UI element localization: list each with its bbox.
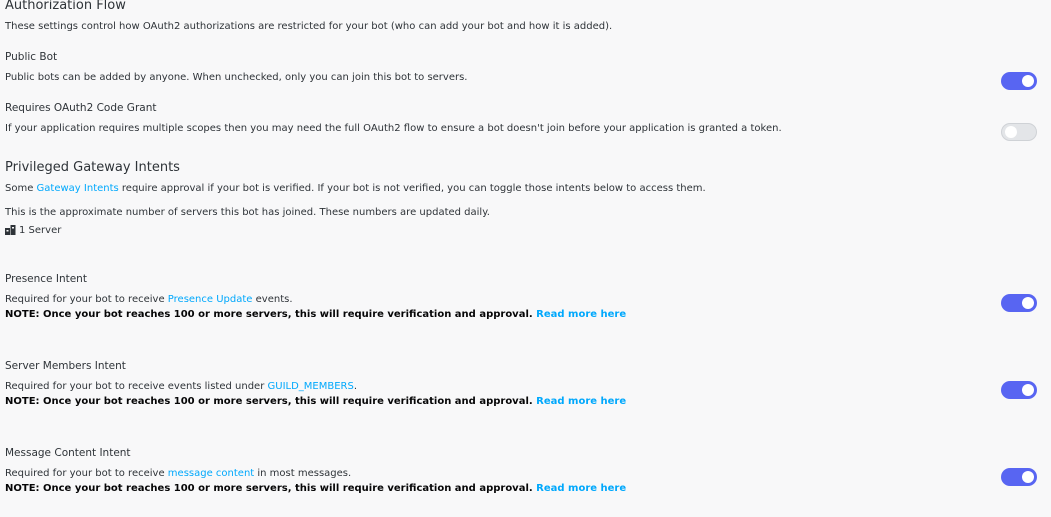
authorization-flow-description: These settings control how OAuth2 authorizations are restricted for your bot (who can add your bot and how it is added). [5,21,613,32]
presence-intent-note [5,309,626,320]
desc-text: Required for your bot to receive events listed under [5,381,268,392]
note-text: NOTE: Once your bot reaches 100 or more servers, this will require verification and approval. [5,309,533,320]
desc-text: require approval if your bot is verified. If your bot is not verified, you can toggle those intents below to access them. [118,183,706,194]
guild-members-link[interactable]: GUILD_MEMBERS [267,381,354,392]
server-count-note: This is the approximate number of servers this bot has joined. These numbers are updated daily. [5,207,490,218]
oauth2-code-grant-description: If your application requires multiple scopes then you may need the full OAuth2 flow to ensure a bot doesn't join before your application is granted a token. [5,123,782,134]
desc-text: events. [252,294,293,305]
toggle-knob [1005,126,1017,138]
toggle-knob [1022,75,1034,87]
presence-intent-toggle[interactable] [1001,294,1037,312]
desc-text: in most messages. [254,468,352,479]
desc-text: Required for your bot to receive [5,294,168,305]
read-more-link[interactable]: Read more here [536,309,627,320]
oauth2-code-grant-toggle[interactable] [1001,123,1037,141]
public-bot-label: Public Bot [5,51,58,63]
note-text: NOTE: Once your bot reaches 100 or more servers, this will require verification and approval. [5,396,533,407]
message-content-intent-toggle[interactable] [1001,468,1037,486]
server-members-intent-description [5,381,357,392]
desc-text: Some [5,183,37,194]
server-members-intent-toggle[interactable] [1001,381,1037,399]
oauth2-code-grant-label: Requires OAuth2 Code Grant [5,102,157,114]
presence-intent-description [5,294,293,305]
server-members-intent-note [5,396,626,407]
toggle-knob [1022,384,1034,396]
desc-text: . [353,381,358,392]
privileged-intents-description [5,183,706,194]
message-content-intent-label: Message Content Intent [5,447,131,459]
read-more-link[interactable]: Read more here [536,396,627,407]
presence-update-link[interactable]: Presence Update [167,294,253,305]
message-content-intent-note [5,483,626,494]
message-content-intent-description [5,468,351,479]
read-more-link[interactable]: Read more here [536,483,627,494]
server-icon [5,225,16,235]
server-count [5,225,61,236]
gateway-intents-link[interactable]: Gateway Intents [36,183,119,194]
privileged-intents-title: Privileged Gateway Intents [5,160,180,175]
public-bot-description: Public bots can be added by anyone. When unchecked, only you can join this bot to servers. [5,72,468,83]
message-content-link[interactable]: message content [167,468,255,479]
toggle-knob [1022,297,1034,309]
server-count-text: 1 Server [19,225,62,236]
presence-intent-label: Presence Intent [5,273,87,285]
public-bot-toggle[interactable] [1001,72,1037,90]
toggle-knob [1022,471,1034,483]
desc-text: Required for your bot to receive [5,468,168,479]
server-members-intent-label: Server Members Intent [5,360,126,372]
note-text: NOTE: Once your bot reaches 100 or more servers, this will require verification and approval. [5,483,533,494]
authorization-flow-title: Authorization Flow [5,0,126,13]
